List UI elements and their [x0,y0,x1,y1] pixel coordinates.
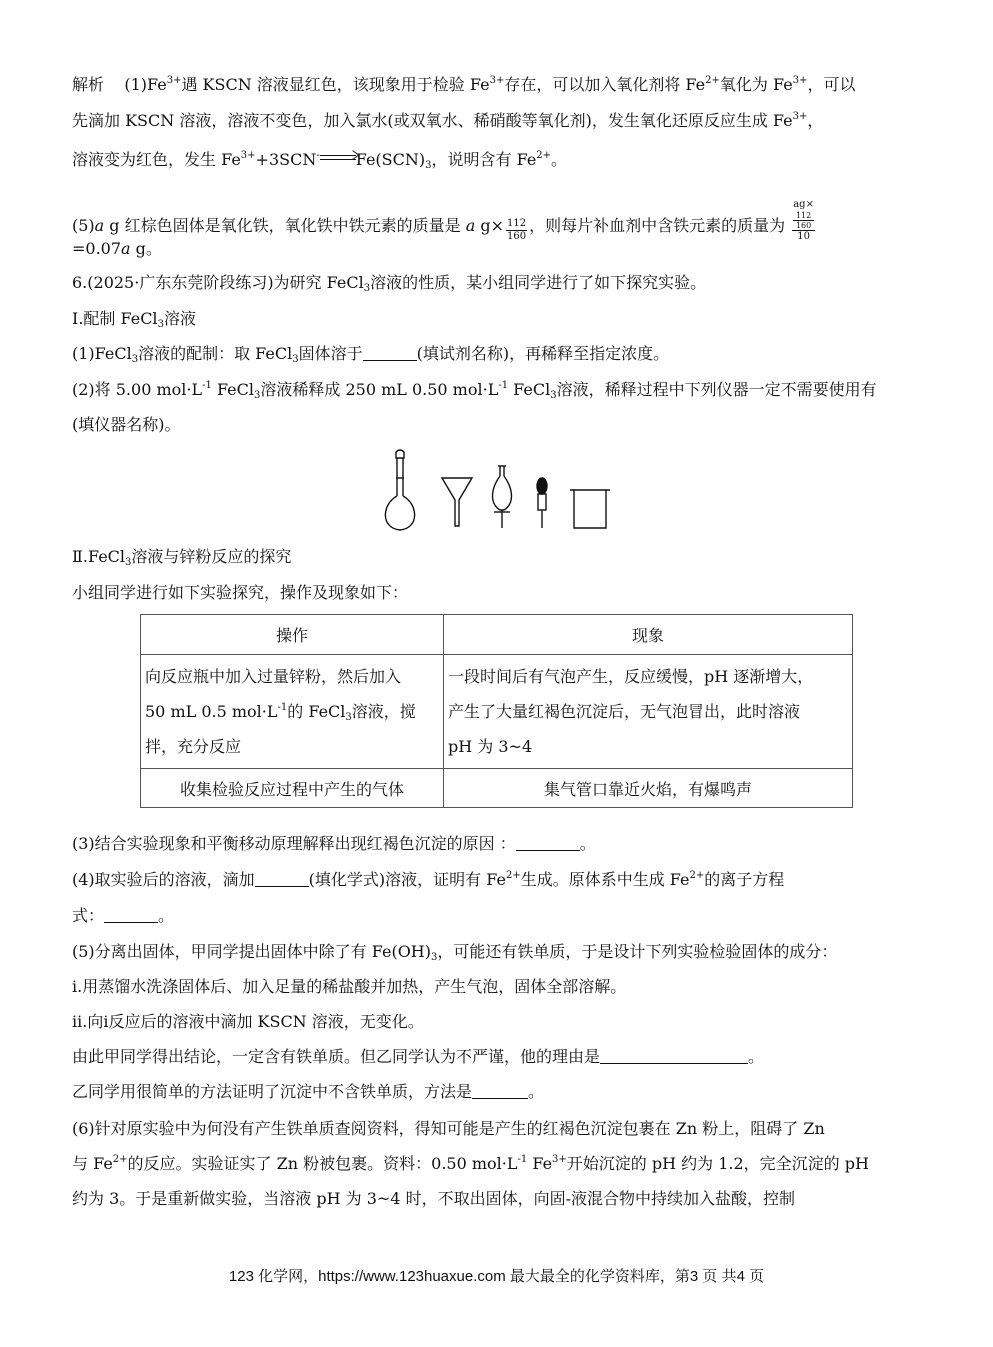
question-6-1: (1)FeCl$_3$溶液的配制：取 FeCl$_3$固体溶于 (填试剂名称)，再稀释至指定浓度。 [72,344,670,365]
table-cell-phenomenon: 一段时间后有气泡产生，反应缓慢，pH 逐渐增大， 产生了大量红褐色沉淀后，无气泡冒出，此时溶液 pH 为 3~4 [444,655,853,769]
answer-blank[interactable] [104,906,158,923]
question-6-4: (4)取实验后的溶液，滴加 (填化学式)溶液，证明有 $Fe^{2+}$生成。原体系中生成 $Fe^{2+}$的离子方程 [72,870,785,889]
question-6-2: (2)将 5.00 $mol\cdot L^{-1}$ FeCl$_3$溶液稀释成 250 mL 0.50 $mol\cdot L^{-1}$ FeCl$_3$溶液，稀释过程中下列仪器一定不需要使用有 [72,380,877,401]
dropper-icon [537,478,547,528]
analysis-line-4: (5)a g 红棕色固体是氧化铁，氧化铁中铁元素的质量是 a g× $\frac{112}{160}$ ，则每片补血剂中含铁元素的质量为 ag× 112 160 10 [72,199,814,242]
experiment-table [140,614,853,808]
answer-blank[interactable] [472,1082,528,1099]
answer-blank[interactable] [600,1047,748,1064]
question-6-2-cont: (填仪器名称)。 [72,415,181,434]
page-footer: 123 化学网，https://www.123huaxue.com 最大最全的化学资料库，第3 页 共4 页 [228,1268,765,1285]
answer-blank[interactable] [363,344,417,361]
table-cell-operation: 向反应瓶中加入过量锌粉，然后加入 50 mL 0.5 $mol\cdot L^{-1}$的 FeCl$_3$溶液，搅 拌，充分反应 [141,655,444,769]
question-6-3: (3)结合实验现象和平衡移动原理解释出现红褐色沉淀的原因 ： 。 [72,834,596,853]
question-6-6: (6)针对原实验中为何没有产生铁单质查阅资料，得知可能是产生的红褐色沉淀包裹在 Zn 粉上，阻碍了 Zn [72,1119,825,1138]
reversible-arrow-icon [320,153,356,163]
analysis-line-1: 解析 $(1)Fe^{3+}$遇 KSCN 溶液显红色，该现象用于检验 $Fe^{3+}$存在，可以加入氧化剂将 $Fe^{2+}$氧化为 $Fe^{3+}$，可以 [72,75,856,94]
experiment-intro: 小组同学进行如下实验探究，操作及现象如下： [72,583,409,602]
beaker-icon [570,490,610,528]
funnel-icon [442,478,472,526]
question-6-6-line-3: 约为 3。于是重新做实验，当溶液 pH 为 3~4 时，不取出固体，向固-液混合物中持续加入盐酸，控制 [72,1189,795,1208]
analysis-line-5: =0.07a g。 [72,239,162,258]
question-6-5-method: 乙同学用很简单的方法证明了沉淀中不含铁单质，方法是 。 [72,1082,545,1101]
section-2-heading: Ⅱ.FeCl$_3$溶液与锌粉反应的探究 [72,547,292,568]
fraction-iron-mass: ag× 112 160 10 [793,199,814,242]
answer-blank[interactable] [516,834,580,851]
lab-apparatus-figure [376,448,616,534]
question-6-6-line-2: 与 $Fe^{2+}$的反应。实验证实了 Zn 粉被包裹。资料：0.50 $mol\cdot L^{-1}$ $Fe^{3+}$开始沉淀的 pH 约为 1.2，完全沉淀的 pH [72,1154,869,1173]
question-6-5-reason: 由此甲同学得出结论，一定含有铁单质。但乙同学认为不严谨，他的理由是 。 [72,1047,765,1066]
question-6-5: (5)分离出固体，甲同学提出固体中除了有 $Fe(OH)_3$，可能还有铁单质，于是设计下列实验检验固体的成分： [72,942,838,963]
analysis-line-3: 溶液变为红色，发生 $Fe^{3+}+3SCN^-$ $Fe(SCN)_3$，说明含有 $Fe^{2+}$。 [72,150,568,171]
table-row [141,769,853,808]
table-cell-operation: 收集检验反应过程中产生的气体 [141,769,444,808]
table-header-operation: 操作 [141,615,444,655]
table-header-phenomenon: 现象 [444,615,853,655]
table-row [141,655,853,769]
fraction-112-160: $\frac{112}{160}$ [507,218,527,242]
table-header-row [141,615,853,655]
analysis-line-2: 先滴加 KSCN 溶液，溶液不变色，加入氯水(或双氧水、稀硝酸等氧化剂)，发生氧化还原反应生成 $Fe^{3+}$， [72,111,824,130]
section-1-heading: Ⅰ.配制 FeCl$_3$溶液 [72,309,196,330]
answer-blank[interactable] [255,870,309,887]
question-6-4-cont: 式： 。 [72,906,175,925]
table-cell-phenomenon: 集气管口靠近火焰，有爆鸣声 [444,769,853,808]
question-6-5-step-i: ⅰ.用蒸馏水洗涤固体后、加入足量的稀盐酸并加热，产生气泡，固体全部溶解。 [72,977,627,996]
question-6-5-step-ii: ⅱ.向ⅰ反应后的溶液中滴加 KSCN 溶液，无变化。 [72,1012,424,1031]
separatory-funnel-icon [493,466,512,528]
question-6-stem: 6.(2025·广东东莞阶段练习)为研究 FeCl$_3$溶液的性质，某小组同学进行了如下探究实验。 [72,273,707,294]
volumetric-flask-icon [385,450,414,530]
